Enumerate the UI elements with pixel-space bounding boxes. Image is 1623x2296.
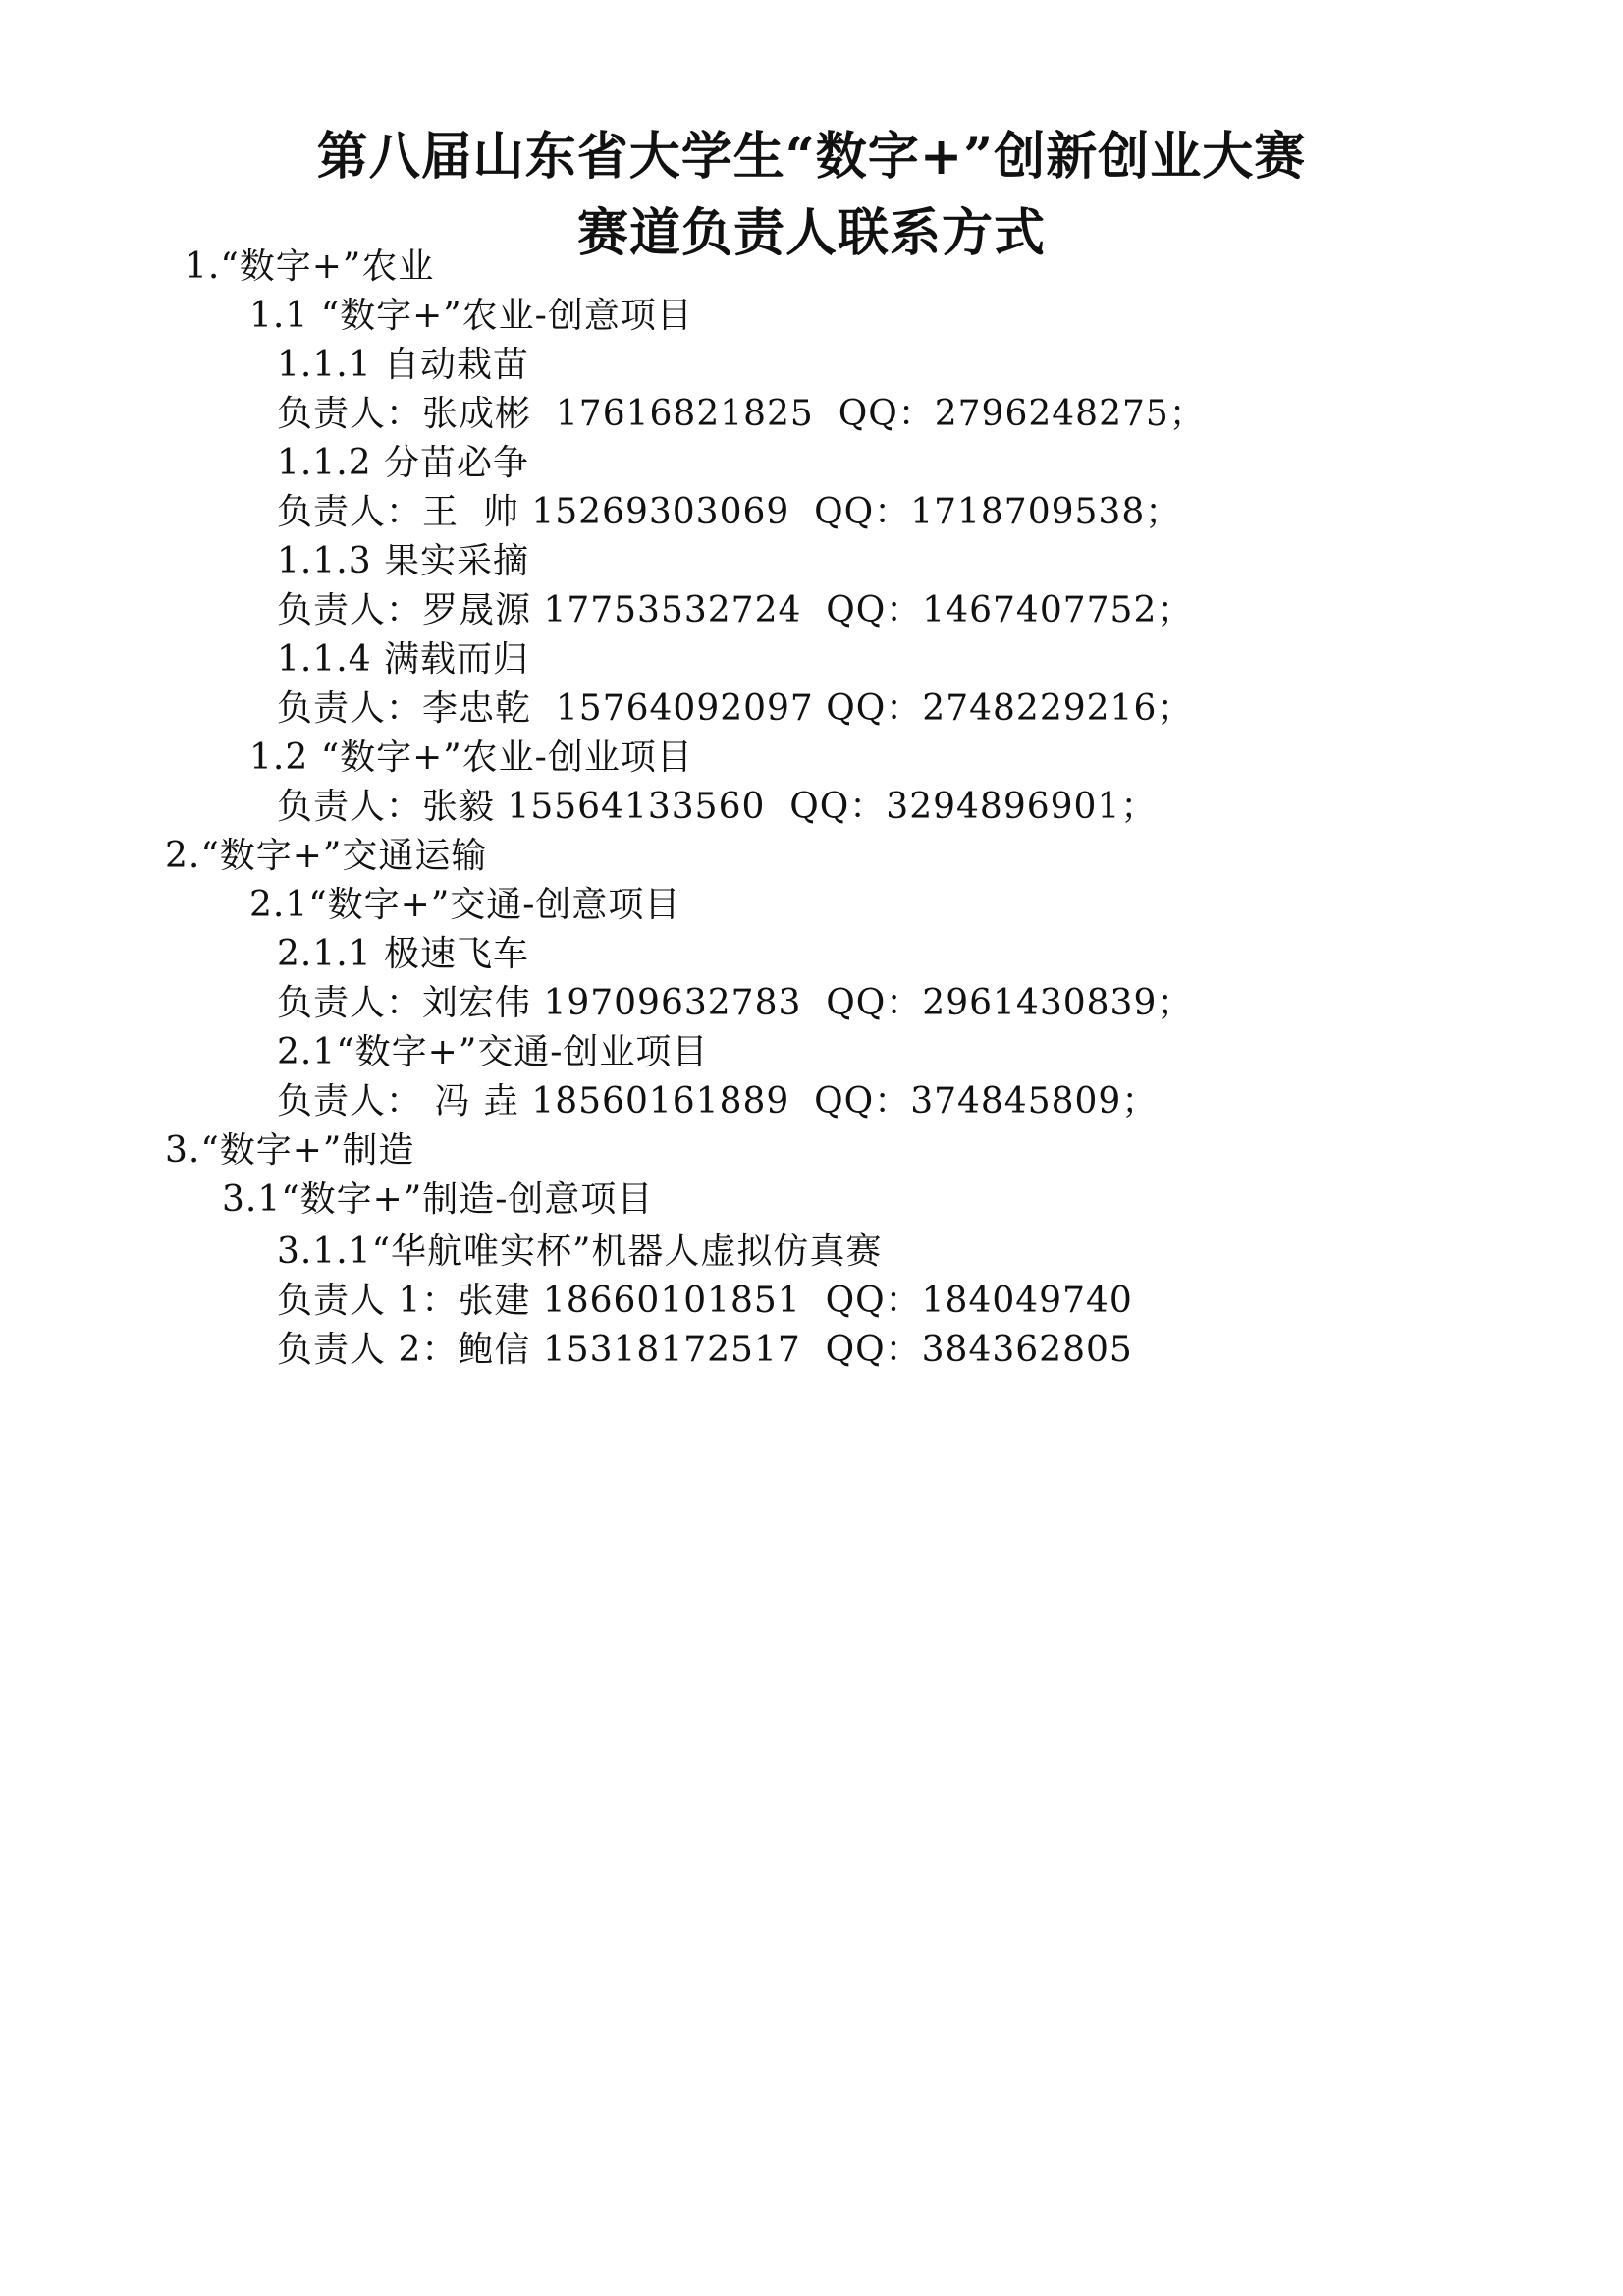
contact-line: 负责人： 冯 垚 18560161889 QQ：374845809； <box>277 1081 1159 1121</box>
contact-line: 负责人 2：鲍信 15318172517 QQ：384362805 <box>277 1330 1133 1370</box>
contact-line: 负责人：李忠乾 15764092097 QQ：2748229216； <box>277 688 1194 729</box>
subsection-heading: 2.1“数字+”交通-创意项目 <box>249 885 681 925</box>
section-heading: 2.“数字+”交通运输 <box>165 836 488 876</box>
contact-line: 负责人：王 帅 15269303069 QQ：1718709538； <box>277 492 1182 532</box>
item-heading: 1.1.4 满载而归 <box>277 639 530 680</box>
item-heading: 1.1.2 分苗必争 <box>277 443 530 483</box>
subsection-heading: 1.1 “数字+”农业-创意项目 <box>249 296 693 336</box>
subsection-heading: 3.1“数字+”制造-创意项目 <box>222 1179 654 1220</box>
item-heading: 1.1.1 自动栽苗 <box>277 345 530 385</box>
contact-line: 负责人：张毅 15564133560 QQ：3294896901； <box>277 787 1158 827</box>
section-heading: 1.“数字+”农业 <box>185 246 435 287</box>
subsection-heading: 2.1“数字+”交通-创业项目 <box>277 1032 709 1072</box>
item-heading: 3.1.1“华航唯实杯”机器人虚拟仿真赛 <box>277 1231 883 1272</box>
document-title-line-1: 第八届山东省大学生“数字+”创新创业大赛 <box>316 127 1307 187</box>
document-title-line-2: 赛道负责人联系方式 <box>576 203 1046 263</box>
contact-line: 负责人：张成彬 17616821825 QQ：2796248275； <box>277 394 1206 434</box>
subsection-heading: 1.2 “数字+”农业-创业项目 <box>249 738 693 778</box>
contact-line: 负责人：罗晟源 17753532724 QQ：1467407752； <box>277 590 1194 630</box>
contact-line: 负责人 1：张建 18660101851 QQ：184049740 <box>277 1281 1133 1321</box>
item-heading: 1.1.3 果实采摘 <box>277 541 530 581</box>
contact-line: 负责人：刘宏伟 19709632783 QQ：2961430839； <box>277 983 1194 1023</box>
section-heading: 3.“数字+”制造 <box>165 1130 415 1171</box>
item-heading: 2.1.1 极速飞车 <box>277 934 530 974</box>
